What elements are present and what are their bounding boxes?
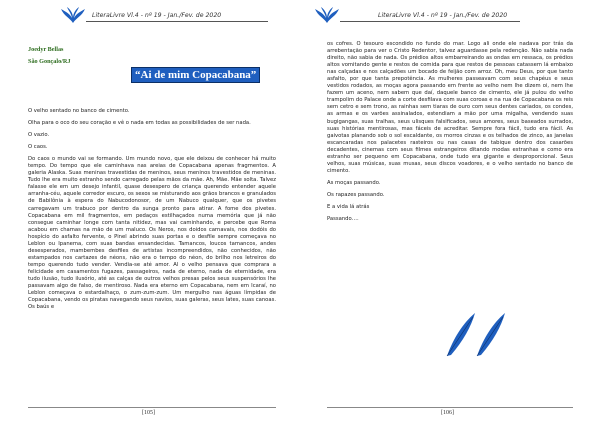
left-body-text xyxy=(28,108,276,316)
author-name: Joedyr Bellas xyxy=(28,46,64,53)
paragraph: As moças passando. xyxy=(327,179,381,186)
paragraph: Do caos o mundo vai se formando. Um mundo novo, que ele deixou de conhecer há muito tempo. Do tempo que ele caminhava nas areias de Copacabana apenas fragmentos. A galeria Alaska. Suas meninas travestidas de meninos, seus meninos travestidos de meninas. Tudo lhe era muito estranho sendo carregado pelas mãos da mãe. Ah, Mãe. Mãe solta. Talvez falasse ele em um desejo infantil, quase desespero de criança querendo entender aquele arranha-céu, aquele corredor escuro, os sexos se misturando aos grãos brancos e granulados de Babilônia à espera do Nabucodonosor, de um Nabuco qualquer, que os pivetes carregavam um trabuco por dentro da sunga pronto para atirar. A fome dos pivetes. Copacabana em mil fragmentos, em pedaços estilhaçados numa memória que já não consegue caminhar longe com tanta nitidez, mas vai caminhando, e percebe que Roma acabou em chamas na mão de um maluco. Os Neros, nos doidos carnavais, nos dodóis do hospício do asfalto fervente, o Pinel abrindo suas portas e o desfile sempre começava no Leblon ou Ipanema, com suas bandas ensandecidas. Tamancos, loucos tamancos, andes desesperados, mambembes desfiles de artistas incompreendidos, não conhecidos, não estampados nos cartazes de néons, não era o tempo do néon, do brilho nos letreiros do tempo querendo tudo vender. Vendia-se até amor. Al o velho pensava que comprara a felicidade em casamentos fugazes, passageiros, nada de eterno, nada de eternidade, era tudo ilusão, tudo ilusório, até as calças de outros velhos presas pelos seus suspensórios lhe passavam algo de falso, de mentiroso. Nada era eterno em Copacabana, nem em Icaraí, no Leblon começava o estardalhaço, o zum-zum-zum. Um mergulho nas águas límpidas de Copacabana, vendo os piratas navegando seus navios, suas galeras, seus lates, suas canoas. Os baús e xyxy=(28,156,276,311)
footer-rule xyxy=(28,407,276,408)
story-title: “Ai de mim Copacabana” xyxy=(131,67,260,83)
footer-rule xyxy=(327,407,573,408)
feather-icon xyxy=(445,309,509,359)
header-title: LiteraLivre Vl.4 - nº 19 - Jan./Fev. de 2020 xyxy=(378,12,508,19)
header-title: LiteraLivre Vl.4 - nº 19 - Jan./Fev. de 2020 xyxy=(92,12,222,19)
page-number: [105] xyxy=(142,410,155,416)
paragraph: os cofres. O tesouro escondido no fundo do mar. Logo ali onde ele nadava por trás da arrebentação para ver o Cristo Redentor, talvez aguardasse pela redenção. Não sabia nada direito, não sabia de nada. Os prédios altos embarreirando as ondas em ressaca, os prédios altos vomitando gente e restos de comida para que restos de pessoas catassem lá embaixo nas calçadas e nos calçadões um bocado de feijão com arroz. Oh, meu Deus, por que tanto asfalto, por que tanta prepotência. As mulheres passeavam com seus chapéus e seus vestidos rodados, as moças agora passando em frente ao velho nem lhe dizem oi, nem lhe fazem um aceno, nem sabem que daí, daquele banco de cimento, ele já pulou do velho trampolim do Palace onde a corte desfilava com suas coroas e na rua de Copacabana os reis sem cetro e sem trono, as rainhas sem tiaras de ouro com seus dentes cariados, os condes, as armas e os varões assinalados, estendiam a mão por uma migalha, vendendo suas bugigangas, suas tralhas, seus ulisques falsificados, seus amores, seus baseados surrados, suas histórias mentirosas, mas fáceis de acreditar. Sempre fora fácil, tudo era fácil. As gaivotas planando sob o sol escaldante, os morros cinzas e os telhados de zinco, as janelas escancaradas nos palacetes rasteiros ou nas casas de tabique dentro dos casarões decadentes, cinemas com seus filmes estrangeiros ditando modas estranhas e como era estranho ser pequeno em Copacabana, onde tudo era gigante e desproporcional. Seus velhos, suas músicas, suas musas, seus discos voadores, e o velho sentado no banco de cimento. xyxy=(327,41,573,174)
paragraph: O vazio. xyxy=(28,132,50,139)
left-header xyxy=(0,6,300,22)
right-page xyxy=(300,0,600,424)
paragraph: O velho sentado no banco de cimento. xyxy=(28,108,130,114)
bird-logo-icon xyxy=(60,6,86,26)
right-header xyxy=(300,6,600,22)
paragraph: E a vida lá atrás xyxy=(327,203,370,210)
page-number: [106] xyxy=(441,410,454,416)
paragraph: Passando…. xyxy=(327,216,359,223)
paragraph: O caos. xyxy=(28,144,48,151)
right-body-text xyxy=(327,41,573,228)
paragraph: Os rapazes passando. xyxy=(327,191,385,198)
bird-logo-icon xyxy=(314,6,340,26)
paragraph: Olha para o oco do seu coração e vê o nada em todas as possibilidades de ser nada. xyxy=(28,120,251,127)
header-rule xyxy=(86,21,268,22)
header-rule xyxy=(340,21,520,22)
author-location: São Gonçalo/RJ xyxy=(28,58,71,65)
